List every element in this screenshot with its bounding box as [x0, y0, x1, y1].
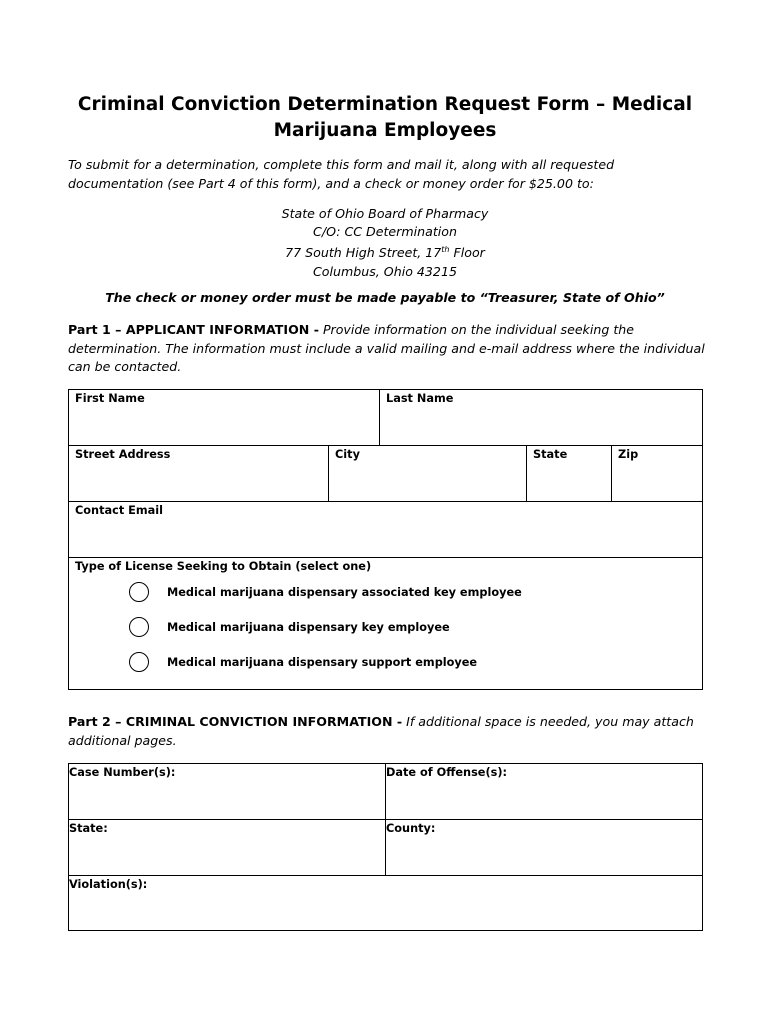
first-name-field[interactable]	[69, 390, 380, 446]
radio-button[interactable]	[129, 582, 149, 602]
license-option-label: Medical marijuana dispensary associated key employee	[167, 586, 522, 599]
part2-header	[68, 713, 708, 750]
conviction-state-field[interactable]	[69, 820, 386, 876]
part2-instructions: If additional space is needed, you may attach additional pages.	[68, 714, 694, 748]
violations-label: Violation(s):	[69, 878, 148, 891]
case-numbers-field[interactable]	[69, 764, 386, 820]
radio-button[interactable]	[129, 617, 149, 637]
address-line-1: State of Ohio Board of Pharmacy	[281, 206, 489, 221]
last-name-label: Last Name	[386, 392, 454, 405]
radio-button[interactable]	[129, 652, 149, 672]
license-option-key[interactable]	[69, 615, 702, 650]
city-label: City	[335, 448, 360, 461]
address-line-4: Columbus, Ohio 43215	[313, 263, 457, 279]
first-name-label: First Name	[75, 392, 145, 405]
address-line-3-end: Floor	[449, 245, 485, 261]
address-line-3-main: 77 South High Street, 17	[285, 245, 442, 261]
conviction-state-label: State:	[69, 822, 108, 835]
license-option-label: Medical marijuana dispensary key employee	[167, 621, 450, 634]
address-line-2: C/O: CC Determination	[313, 224, 457, 240]
part1-heading: Part 1 – APPLICANT INFORMATION -	[68, 322, 319, 337]
payable-note: The check or money order must be made payable to “Treasurer, State of Ohio”	[105, 290, 665, 305]
zip-field[interactable]	[612, 446, 703, 502]
county-field[interactable]	[386, 820, 703, 876]
contact-email-label: Contact Email	[75, 504, 164, 517]
date-of-offense-label: Date of Offense(s):	[386, 766, 508, 779]
city-field[interactable]	[329, 446, 527, 502]
violations-field[interactable]	[69, 876, 703, 931]
county-label: County:	[386, 822, 436, 835]
license-option-associated-key[interactable]	[69, 580, 702, 615]
case-numbers-label: Case Number(s):	[69, 766, 176, 779]
street-address-field[interactable]	[69, 446, 329, 502]
part2-heading: Part 2 – CRIMINAL CONVICTION INFORMATION -	[68, 714, 403, 729]
license-option-support[interactable]	[69, 650, 702, 685]
part1-header	[68, 321, 708, 377]
conviction-info-table	[68, 763, 703, 931]
contact-email-field[interactable]	[69, 502, 703, 558]
last-name-field[interactable]	[380, 390, 703, 446]
license-type-section	[69, 558, 703, 690]
address-line-3	[68, 241, 702, 262]
intro-text: To submit for a determination, complete this form and mail it, along with all requested documentation (see Part 4 of this form), and a check or money order for $25.00 to:	[68, 157, 615, 191]
applicant-info-table	[68, 389, 703, 690]
date-of-offense-field[interactable]	[386, 764, 703, 820]
part1-instructions: Provide information on the individual seeking the determination. The information must include a valid mailing and e-mail address where the individual can be contacted.	[68, 322, 705, 374]
state-label: State	[533, 448, 568, 461]
mailing-address	[68, 205, 702, 281]
zip-label: Zip	[618, 448, 639, 461]
license-option-label: Medical marijuana dispensary support employee	[167, 656, 478, 669]
street-address-label: Street Address	[75, 448, 171, 461]
form-title: Criminal Conviction Determination Request Form – Medical Marijuana Employees	[77, 94, 693, 141]
state-field[interactable]	[527, 446, 612, 502]
address-line-3-sup: th	[441, 245, 450, 255]
license-type-label: Type of License Seeking to Obtain (select one)	[75, 560, 372, 573]
